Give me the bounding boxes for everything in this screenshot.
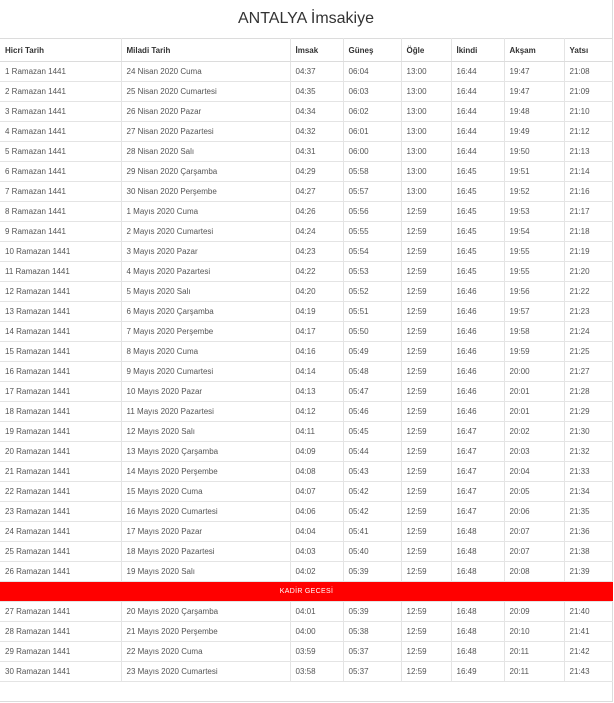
- cell-miladi-tarih: 16 Mayıs 2020 Cumartesi: [121, 502, 290, 522]
- cell-miladi-tarih: 27 Nisan 2020 Pazartesi: [121, 122, 290, 142]
- cell-miladi-tarih: 22 Mayıs 2020 Cuma: [121, 642, 290, 662]
- table-row: [0, 142, 613, 162]
- cell-yatsi: 21:29: [564, 402, 613, 422]
- table-row: [0, 542, 613, 562]
- cell-gunes: 05:44: [343, 442, 401, 462]
- cell-imsak: 04:07: [290, 482, 343, 502]
- cell-miladi-tarih: 8 Mayıs 2020 Cuma: [121, 342, 290, 362]
- cell-ogle: 13:00: [401, 162, 451, 182]
- cell-ikindi: 16:46: [451, 342, 504, 362]
- cell-aksam: 19:53: [504, 202, 564, 222]
- cell-imsak: 04:22: [290, 262, 343, 282]
- cell-hicri-tarih: 28 Ramazan 1441: [0, 622, 121, 642]
- cell-gunes: 06:04: [343, 62, 401, 82]
- cell-yatsi: 21:36: [564, 522, 613, 542]
- cell-ogle: 12:59: [401, 542, 451, 562]
- cell-imsak: 04:09: [290, 442, 343, 462]
- cell-ogle: 12:59: [401, 442, 451, 462]
- cell-ikindi: 16:45: [451, 222, 504, 242]
- cell-gunes: 05:55: [343, 222, 401, 242]
- cell-miladi-tarih: 15 Mayıs 2020 Cuma: [121, 482, 290, 502]
- cell-miladi-tarih: 4 Mayıs 2020 Pazartesi: [121, 262, 290, 282]
- cell-hicri-tarih: 2 Ramazan 1441: [0, 82, 121, 102]
- kadir-gecesi-label: KADİR GECESİ: [0, 582, 613, 602]
- cell-ikindi: 16:46: [451, 282, 504, 302]
- cell-gunes: 05:52: [343, 282, 401, 302]
- cell-miladi-tarih: 18 Mayıs 2020 Pazartesi: [121, 542, 290, 562]
- cell-gunes: 05:39: [343, 562, 401, 582]
- table-row: [0, 222, 613, 242]
- cell-miladi-tarih: 25 Nisan 2020 Cumartesi: [121, 82, 290, 102]
- page-title: ANTALYA İmsakiye: [237, 10, 375, 27]
- cell-aksam: 20:11: [504, 662, 564, 682]
- table-row: [0, 82, 613, 102]
- cell-gunes: 06:01: [343, 122, 401, 142]
- cell-ikindi: 16:46: [451, 402, 504, 422]
- cell-aksam: 20:02: [504, 422, 564, 442]
- cell-miladi-tarih: 19 Mayıs 2020 Salı: [121, 562, 290, 582]
- cell-yatsi: 21:27: [564, 362, 613, 382]
- cell-hicri-tarih: 6 Ramazan 1441: [0, 162, 121, 182]
- imsakiye-table: [0, 38, 613, 682]
- cell-miladi-tarih: 24 Nisan 2020 Cuma: [121, 62, 290, 82]
- cell-ikindi: 16:47: [451, 482, 504, 502]
- cell-yatsi: 21:39: [564, 562, 613, 582]
- cell-imsak: 04:14: [290, 362, 343, 382]
- cell-aksam: 20:03: [504, 442, 564, 462]
- cell-ikindi: 16:45: [451, 182, 504, 202]
- cell-imsak: 04:35: [290, 82, 343, 102]
- cell-ogle: 13:00: [401, 142, 451, 162]
- cell-ogle: 12:59: [401, 662, 451, 682]
- cell-miladi-tarih: 21 Mayıs 2020 Perşembe: [121, 622, 290, 642]
- cell-hicri-tarih: 30 Ramazan 1441: [0, 662, 121, 682]
- table-row: [0, 162, 613, 182]
- cell-gunes: 05:47: [343, 382, 401, 402]
- cell-miladi-tarih: 10 Mayıs 2020 Pazar: [121, 382, 290, 402]
- column-header-miladi-tarih: Miladi Tarih: [121, 39, 290, 62]
- cell-aksam: 20:06: [504, 502, 564, 522]
- cell-ikindi: 16:45: [451, 262, 504, 282]
- cell-ikindi: 16:44: [451, 82, 504, 102]
- cell-aksam: 19:59: [504, 342, 564, 362]
- cell-yatsi: 21:41: [564, 622, 613, 642]
- cell-ogle: 12:59: [401, 282, 451, 302]
- cell-miladi-tarih: 6 Mayıs 2020 Çarşamba: [121, 302, 290, 322]
- cell-miladi-tarih: 12 Mayıs 2020 Salı: [121, 422, 290, 442]
- cell-hicri-tarih: 11 Ramazan 1441: [0, 262, 121, 282]
- cell-aksam: 20:09: [504, 602, 564, 622]
- cell-yatsi: 21:23: [564, 302, 613, 322]
- cell-hicri-tarih: 25 Ramazan 1441: [0, 542, 121, 562]
- cell-yatsi: 21:10: [564, 102, 613, 122]
- cell-ogle: 12:59: [401, 222, 451, 242]
- table-row: [0, 562, 613, 582]
- cell-yatsi: 21:30: [564, 422, 613, 442]
- cell-imsak: 04:03: [290, 542, 343, 562]
- cell-ikindi: 16:44: [451, 102, 504, 122]
- cell-imsak: 04:13: [290, 382, 343, 402]
- cell-ogle: 12:59: [401, 422, 451, 442]
- cell-hicri-tarih: 19 Ramazan 1441: [0, 422, 121, 442]
- cell-ikindi: 16:49: [451, 662, 504, 682]
- table-row: [0, 482, 613, 502]
- cell-miladi-tarih: 2 Mayıs 2020 Cumartesi: [121, 222, 290, 242]
- cell-yatsi: 21:28: [564, 382, 613, 402]
- cell-hicri-tarih: 24 Ramazan 1441: [0, 522, 121, 542]
- cell-hicri-tarih: 3 Ramazan 1441: [0, 102, 121, 122]
- cell-imsak: 04:02: [290, 562, 343, 582]
- cell-ikindi: 16:48: [451, 602, 504, 622]
- cell-ogle: 12:59: [401, 562, 451, 582]
- cell-ikindi: 16:47: [451, 442, 504, 462]
- cell-ikindi: 16:48: [451, 642, 504, 662]
- cell-ikindi: 16:47: [451, 422, 504, 442]
- table-row: [0, 662, 613, 682]
- cell-ogle: 12:59: [401, 402, 451, 422]
- cell-yatsi: 21:33: [564, 462, 613, 482]
- cell-aksam: 20:10: [504, 622, 564, 642]
- cell-hicri-tarih: 13 Ramazan 1441: [0, 302, 121, 322]
- table-row: [0, 182, 613, 202]
- cell-ogle: 12:59: [401, 482, 451, 502]
- cell-imsak: 04:12: [290, 402, 343, 422]
- cell-gunes: 05:53: [343, 262, 401, 282]
- cell-imsak: 04:00: [290, 622, 343, 642]
- cell-ogle: 12:59: [401, 262, 451, 282]
- cell-ikindi: 16:48: [451, 522, 504, 542]
- cell-ogle: 12:59: [401, 322, 451, 342]
- cell-imsak: 04:24: [290, 222, 343, 242]
- cell-gunes: 05:42: [343, 482, 401, 502]
- cell-imsak: 04:19: [290, 302, 343, 322]
- cell-yatsi: 21:25: [564, 342, 613, 362]
- cell-aksam: 20:07: [504, 522, 564, 542]
- cell-imsak: 04:16: [290, 342, 343, 362]
- column-header-ogle: Öğle: [401, 39, 451, 62]
- cell-yatsi: 21:42: [564, 642, 613, 662]
- cell-hicri-tarih: 1 Ramazan 1441: [0, 62, 121, 82]
- table-row: [0, 262, 613, 282]
- table-header-row: [0, 39, 613, 62]
- table-row: [0, 602, 613, 622]
- cell-yatsi: 21:16: [564, 182, 613, 202]
- cell-hicri-tarih: 29 Ramazan 1441: [0, 642, 121, 662]
- table-row: [0, 322, 613, 342]
- cell-imsak: 04:31: [290, 142, 343, 162]
- cell-hicri-tarih: 18 Ramazan 1441: [0, 402, 121, 422]
- cell-aksam: 19:54: [504, 222, 564, 242]
- column-header-aksam: Akşam: [504, 39, 564, 62]
- cell-gunes: 05:51: [343, 302, 401, 322]
- cell-imsak: 04:27: [290, 182, 343, 202]
- cell-aksam: 20:01: [504, 382, 564, 402]
- table-row: [0, 502, 613, 522]
- column-header-ikindi: İkindi: [451, 39, 504, 62]
- cell-hicri-tarih: 22 Ramazan 1441: [0, 482, 121, 502]
- cell-ogle: 12:59: [401, 382, 451, 402]
- table-row: [0, 242, 613, 262]
- table-row: [0, 122, 613, 142]
- cell-imsak: 04:01: [290, 602, 343, 622]
- cell-hicri-tarih: 17 Ramazan 1441: [0, 382, 121, 402]
- cell-yatsi: 21:40: [564, 602, 613, 622]
- cell-ogle: 12:59: [401, 242, 451, 262]
- cell-gunes: 05:40: [343, 542, 401, 562]
- table-row: [0, 202, 613, 222]
- cell-ikindi: 16:46: [451, 322, 504, 342]
- cell-ikindi: 16:47: [451, 462, 504, 482]
- cell-ikindi: 16:46: [451, 362, 504, 382]
- cell-imsak: 04:08: [290, 462, 343, 482]
- cell-yatsi: 21:18: [564, 222, 613, 242]
- cell-hicri-tarih: 5 Ramazan 1441: [0, 142, 121, 162]
- cell-ogle: 12:59: [401, 522, 451, 542]
- cell-imsak: 03:59: [290, 642, 343, 662]
- cell-hicri-tarih: 9 Ramazan 1441: [0, 222, 121, 242]
- table-row: [0, 402, 613, 422]
- cell-yatsi: 21:35: [564, 502, 613, 522]
- cell-hicri-tarih: 8 Ramazan 1441: [0, 202, 121, 222]
- cell-hicri-tarih: 15 Ramazan 1441: [0, 342, 121, 362]
- cell-aksam: 20:00: [504, 362, 564, 382]
- table-row: [0, 62, 613, 82]
- cell-ikindi: 16:48: [451, 542, 504, 562]
- cell-aksam: 19:57: [504, 302, 564, 322]
- cell-yatsi: 21:24: [564, 322, 613, 342]
- cell-yatsi: 21:34: [564, 482, 613, 502]
- cell-hicri-tarih: 7 Ramazan 1441: [0, 182, 121, 202]
- cell-gunes: 05:57: [343, 182, 401, 202]
- cell-miladi-tarih: 14 Mayıs 2020 Perşembe: [121, 462, 290, 482]
- cell-miladi-tarih: 28 Nisan 2020 Salı: [121, 142, 290, 162]
- cell-hicri-tarih: 12 Ramazan 1441: [0, 282, 121, 302]
- cell-yatsi: 21:38: [564, 542, 613, 562]
- cell-gunes: 05:37: [343, 642, 401, 662]
- cell-hicri-tarih: 4 Ramazan 1441: [0, 122, 121, 142]
- cell-yatsi: 21:19: [564, 242, 613, 262]
- column-header-hicri-tarih: Hicri Tarih: [0, 39, 121, 62]
- cell-gunes: 05:54: [343, 242, 401, 262]
- table-row: [0, 622, 613, 642]
- cell-aksam: 19:52: [504, 182, 564, 202]
- cell-gunes: 05:37: [343, 662, 401, 682]
- cell-miladi-tarih: 29 Nisan 2020 Çarşamba: [121, 162, 290, 182]
- cell-ikindi: 16:44: [451, 62, 504, 82]
- table-row: [0, 362, 613, 382]
- table-row: [0, 422, 613, 442]
- table-row: [0, 642, 613, 662]
- cell-gunes: 05:46: [343, 402, 401, 422]
- cell-aksam: 19:55: [504, 262, 564, 282]
- cell-yatsi: 21:14: [564, 162, 613, 182]
- cell-gunes: 06:03: [343, 82, 401, 102]
- table-body: [0, 62, 613, 682]
- cell-aksam: 19:48: [504, 102, 564, 122]
- cell-ogle: 12:59: [401, 202, 451, 222]
- cell-imsak: 04:34: [290, 102, 343, 122]
- cell-ogle: 13:00: [401, 82, 451, 102]
- kadir-gecesi-row: [0, 582, 613, 602]
- cell-hicri-tarih: 14 Ramazan 1441: [0, 322, 121, 342]
- column-header-gunes: Güneş: [343, 39, 401, 62]
- cell-ikindi: 16:47: [451, 502, 504, 522]
- cell-yatsi: 21:12: [564, 122, 613, 142]
- cell-imsak: 04:23: [290, 242, 343, 262]
- cell-gunes: 05:39: [343, 602, 401, 622]
- cell-yatsi: 21:17: [564, 202, 613, 222]
- cell-yatsi: 21:20: [564, 262, 613, 282]
- cell-aksam: 20:04: [504, 462, 564, 482]
- cell-aksam: 20:01: [504, 402, 564, 422]
- cell-ogle: 12:59: [401, 642, 451, 662]
- cell-hicri-tarih: 20 Ramazan 1441: [0, 442, 121, 462]
- cell-miladi-tarih: 3 Mayıs 2020 Pazar: [121, 242, 290, 262]
- cell-ogle: 12:59: [401, 342, 451, 362]
- cell-gunes: 05:38: [343, 622, 401, 642]
- cell-miladi-tarih: 20 Mayıs 2020 Çarşamba: [121, 602, 290, 622]
- cell-ogle: 12:59: [401, 622, 451, 642]
- table-row: [0, 282, 613, 302]
- cell-miladi-tarih: 11 Mayıs 2020 Pazartesi: [121, 402, 290, 422]
- cell-miladi-tarih: 26 Nisan 2020 Pazar: [121, 102, 290, 122]
- cell-miladi-tarih: 30 Nisan 2020 Perşembe: [121, 182, 290, 202]
- table-row: [0, 522, 613, 542]
- cell-gunes: 05:48: [343, 362, 401, 382]
- cell-yatsi: 21:43: [564, 662, 613, 682]
- cell-aksam: 19:55: [504, 242, 564, 262]
- cell-imsak: 03:58: [290, 662, 343, 682]
- cell-imsak: 04:17: [290, 322, 343, 342]
- cell-hicri-tarih: 10 Ramazan 1441: [0, 242, 121, 262]
- cell-imsak: 04:26: [290, 202, 343, 222]
- table-row: [0, 382, 613, 402]
- cell-gunes: 05:43: [343, 462, 401, 482]
- cell-aksam: 20:11: [504, 642, 564, 662]
- cell-hicri-tarih: 21 Ramazan 1441: [0, 462, 121, 482]
- cell-gunes: 05:49: [343, 342, 401, 362]
- cell-ikindi: 16:46: [451, 302, 504, 322]
- cell-gunes: 05:50: [343, 322, 401, 342]
- cell-yatsi: 21:08: [564, 62, 613, 82]
- cell-ikindi: 16:48: [451, 562, 504, 582]
- cell-imsak: 04:06: [290, 502, 343, 522]
- cell-aksam: 19:47: [504, 62, 564, 82]
- cell-ogle: 12:59: [401, 462, 451, 482]
- cell-miladi-tarih: 17 Mayıs 2020 Pazar: [121, 522, 290, 542]
- cell-aksam: 20:08: [504, 562, 564, 582]
- cell-ikindi: 16:44: [451, 142, 504, 162]
- cell-ikindi: 16:45: [451, 202, 504, 222]
- cell-miladi-tarih: 7 Mayıs 2020 Perşembe: [121, 322, 290, 342]
- cell-miladi-tarih: 5 Mayıs 2020 Salı: [121, 282, 290, 302]
- cell-imsak: 04:20: [290, 282, 343, 302]
- column-header-imsak: İmsak: [290, 39, 343, 62]
- table-row: [0, 462, 613, 482]
- cell-ogle: 13:00: [401, 102, 451, 122]
- cell-gunes: 05:42: [343, 502, 401, 522]
- table-row: [0, 302, 613, 322]
- cell-hicri-tarih: 23 Ramazan 1441: [0, 502, 121, 522]
- cell-gunes: 05:45: [343, 422, 401, 442]
- cell-gunes: 06:00: [343, 142, 401, 162]
- cell-ikindi: 16:48: [451, 622, 504, 642]
- cell-ogle: 12:59: [401, 362, 451, 382]
- cell-aksam: 20:07: [504, 542, 564, 562]
- table-row: [0, 342, 613, 362]
- cell-imsak: 04:29: [290, 162, 343, 182]
- cell-aksam: 19:58: [504, 322, 564, 342]
- cell-yatsi: 21:22: [564, 282, 613, 302]
- cell-gunes: 06:02: [343, 102, 401, 122]
- cell-ikindi: 16:45: [451, 242, 504, 262]
- cell-hicri-tarih: 26 Ramazan 1441: [0, 562, 121, 582]
- cell-aksam: 19:47: [504, 82, 564, 102]
- cell-ikindi: 16:46: [451, 382, 504, 402]
- cell-gunes: 05:41: [343, 522, 401, 542]
- cell-miladi-tarih: 23 Mayıs 2020 Cumartesi: [121, 662, 290, 682]
- cell-aksam: 19:50: [504, 142, 564, 162]
- cell-ogle: 12:59: [401, 502, 451, 522]
- table-row: [0, 442, 613, 462]
- cell-aksam: 19:49: [504, 122, 564, 142]
- cell-gunes: 05:56: [343, 202, 401, 222]
- cell-gunes: 05:58: [343, 162, 401, 182]
- cell-miladi-tarih: 9 Mayıs 2020 Cumartesi: [121, 362, 290, 382]
- cell-aksam: 20:05: [504, 482, 564, 502]
- cell-imsak: 04:11: [290, 422, 343, 442]
- cell-hicri-tarih: 16 Ramazan 1441: [0, 362, 121, 382]
- cell-imsak: 04:32: [290, 122, 343, 142]
- cell-ogle: 13:00: [401, 122, 451, 142]
- cell-yatsi: 21:09: [564, 82, 613, 102]
- cell-aksam: 19:51: [504, 162, 564, 182]
- table-row: [0, 102, 613, 122]
- cell-aksam: 19:56: [504, 282, 564, 302]
- cell-ikindi: 16:44: [451, 122, 504, 142]
- column-header-yatsi: Yatsı: [564, 39, 613, 62]
- cell-ogle: 12:59: [401, 602, 451, 622]
- cell-ogle: 13:00: [401, 62, 451, 82]
- cell-ogle: 12:59: [401, 302, 451, 322]
- cell-yatsi: 21:13: [564, 142, 613, 162]
- cell-yatsi: 21:32: [564, 442, 613, 462]
- cell-miladi-tarih: 13 Mayıs 2020 Çarşamba: [121, 442, 290, 462]
- cell-imsak: 04:04: [290, 522, 343, 542]
- cell-miladi-tarih: 1 Mayıs 2020 Cuma: [121, 202, 290, 222]
- cell-imsak: 04:37: [290, 62, 343, 82]
- cell-ikindi: 16:45: [451, 162, 504, 182]
- cell-ogle: 13:00: [401, 182, 451, 202]
- cell-hicri-tarih: 27 Ramazan 1441: [0, 602, 121, 622]
